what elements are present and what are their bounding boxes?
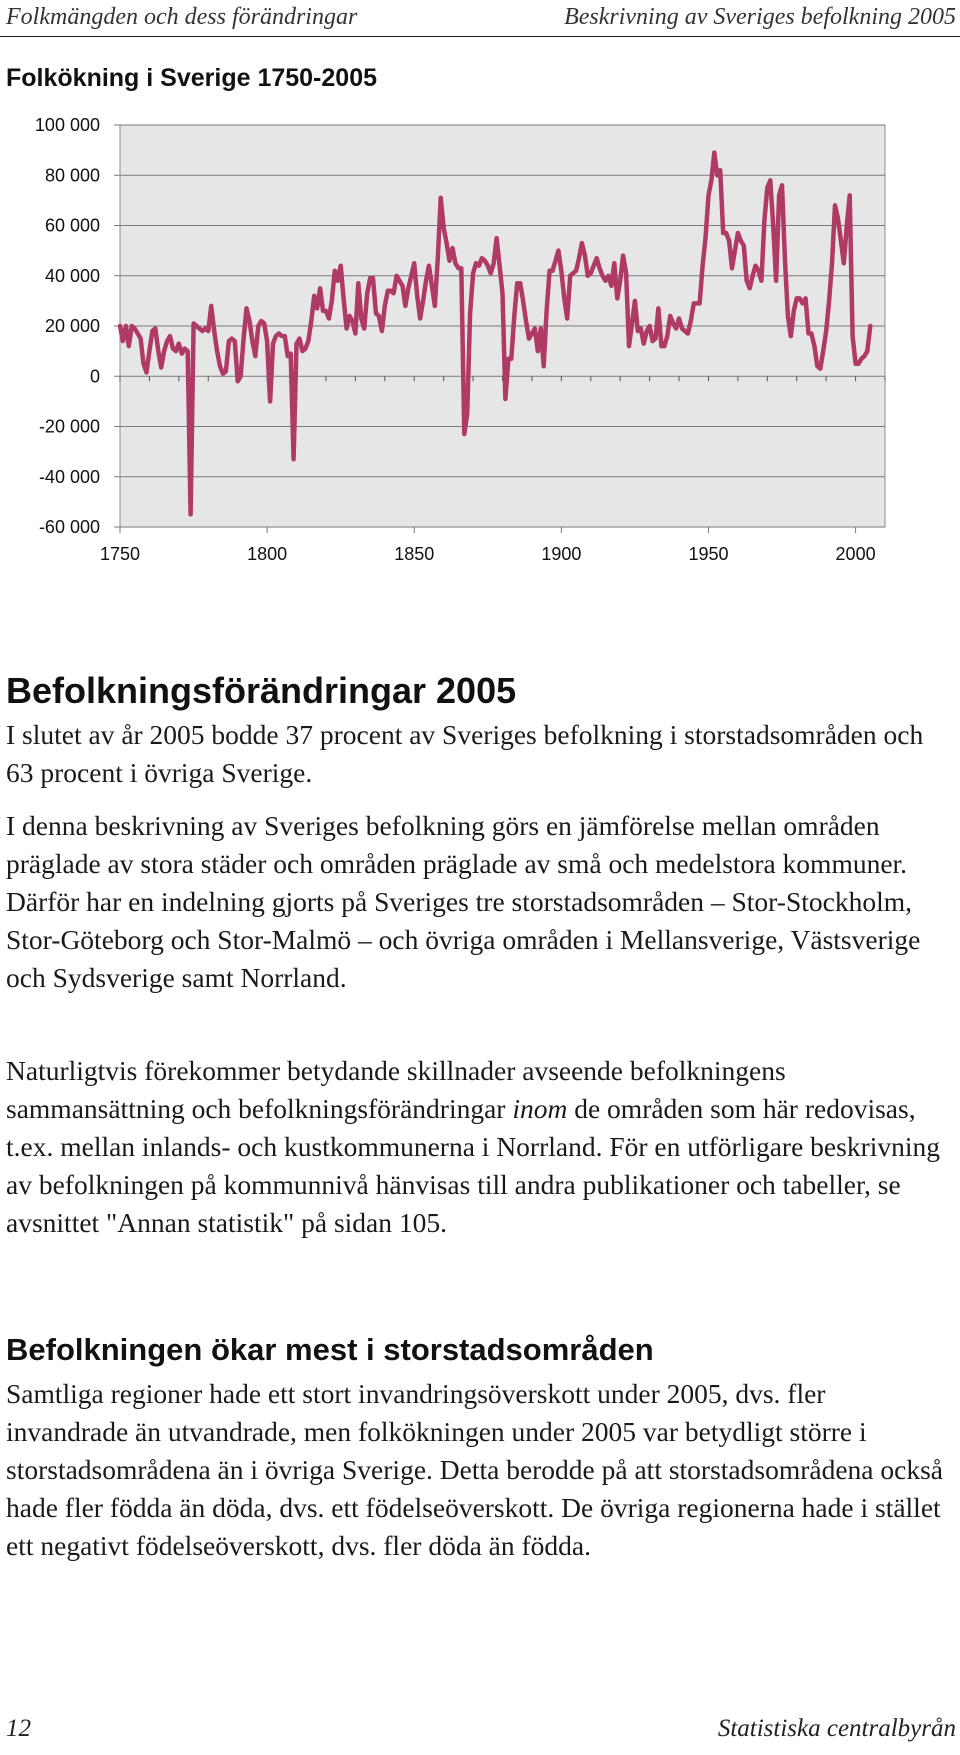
y-tick-label: 0 xyxy=(89,366,100,387)
header-chapter-title: Folkmängden och dess förändringar xyxy=(6,4,358,30)
emphasis-inom: inom xyxy=(512,1093,568,1124)
section-heading-befolkningen-okar: Befolkningen ökar mest i storstadsområden xyxy=(6,1332,654,1367)
section-heading-befolkningsforandringar: Befolkningsförändringar 2005 xyxy=(6,670,517,711)
y-tick-label: -60 000 xyxy=(38,517,100,537)
y-tick-label: 40 000 xyxy=(44,265,100,286)
x-tick-label: 1900 xyxy=(541,544,582,564)
x-tick-label: 1750 xyxy=(99,544,141,564)
paragraph-text: Naturligtvis förekommer betydande skillnader avseende befolkningens sammansättning och befolkningsförändringar xyxy=(6,1055,786,1124)
paragraph-regional-differences xyxy=(6,1052,946,1242)
x-tick-label: 1950 xyxy=(688,544,729,564)
paragraph-population-increase: Samtliga regioner hade ett stort invandringsöverskott under 2005, dvs. fler invandrade än utvandrade, men folkökningen under 2005 var betydligt större i storstadsområdena än i övriga Sverige. Detta berodde på att storstadsområdena också hade fler födda än döda, dvs. ett födelseöverskott. De övriga regionerna hade i stället ett negativt födelseöverskott, dvs. fler döda än födda. xyxy=(6,1378,943,1561)
footer-organization: Statistiska centralbyrån xyxy=(717,1715,956,1742)
paragraph-intro: I slutet av år 2005 bodde 37 procent av Sveriges befolkning i storstadsområden och 63 procent i övriga Sverige. xyxy=(6,719,924,788)
chart-title: Folkökning i Sverige 1750-2005 xyxy=(6,64,377,92)
y-tick-label: 100 000 xyxy=(34,115,100,135)
y-tick-label: 60 000 xyxy=(44,215,100,236)
y-tick-label: -40 000 xyxy=(38,466,100,487)
page-number: 12 xyxy=(6,1715,31,1742)
x-tick-label: 2000 xyxy=(835,544,876,564)
population-growth-chart xyxy=(0,100,960,570)
paragraph-text: de områden som här redovisas, t.ex. mellan inlands- och kustkommunerna i Norrland. För en utförligare beskrivning av befolkningen på kommunnivå hänvisas till andra publikationer och tabeller, se avsnittet "Annan statistik" på sidan 105. xyxy=(6,1093,941,1238)
y-tick-label: 20 000 xyxy=(44,316,100,336)
y-tick-label: -20 000 xyxy=(38,416,100,437)
x-tick-label: 1850 xyxy=(394,544,435,564)
header-publication-title: Beskrivning av Sveriges befolkning 2005 xyxy=(564,4,956,30)
y-tick-label: 80 000 xyxy=(44,165,100,186)
x-tick-label: 1800 xyxy=(247,544,288,564)
running-header xyxy=(0,0,960,37)
paragraph-regional-division: I denna beskrivning av Sveriges befolkning görs en jämförelse mellan områden präglade av stora städer och områden präglade av små och medelstora kommuner. Därför har en indelning gjorts på Sveriges tre storstadsområden – Stor-Stockholm, Stor-Göteborg och Stor-Malmö – och övriga områden i Mellansverige, Västsverige och Sydsverige samt Norrland. xyxy=(6,810,921,993)
